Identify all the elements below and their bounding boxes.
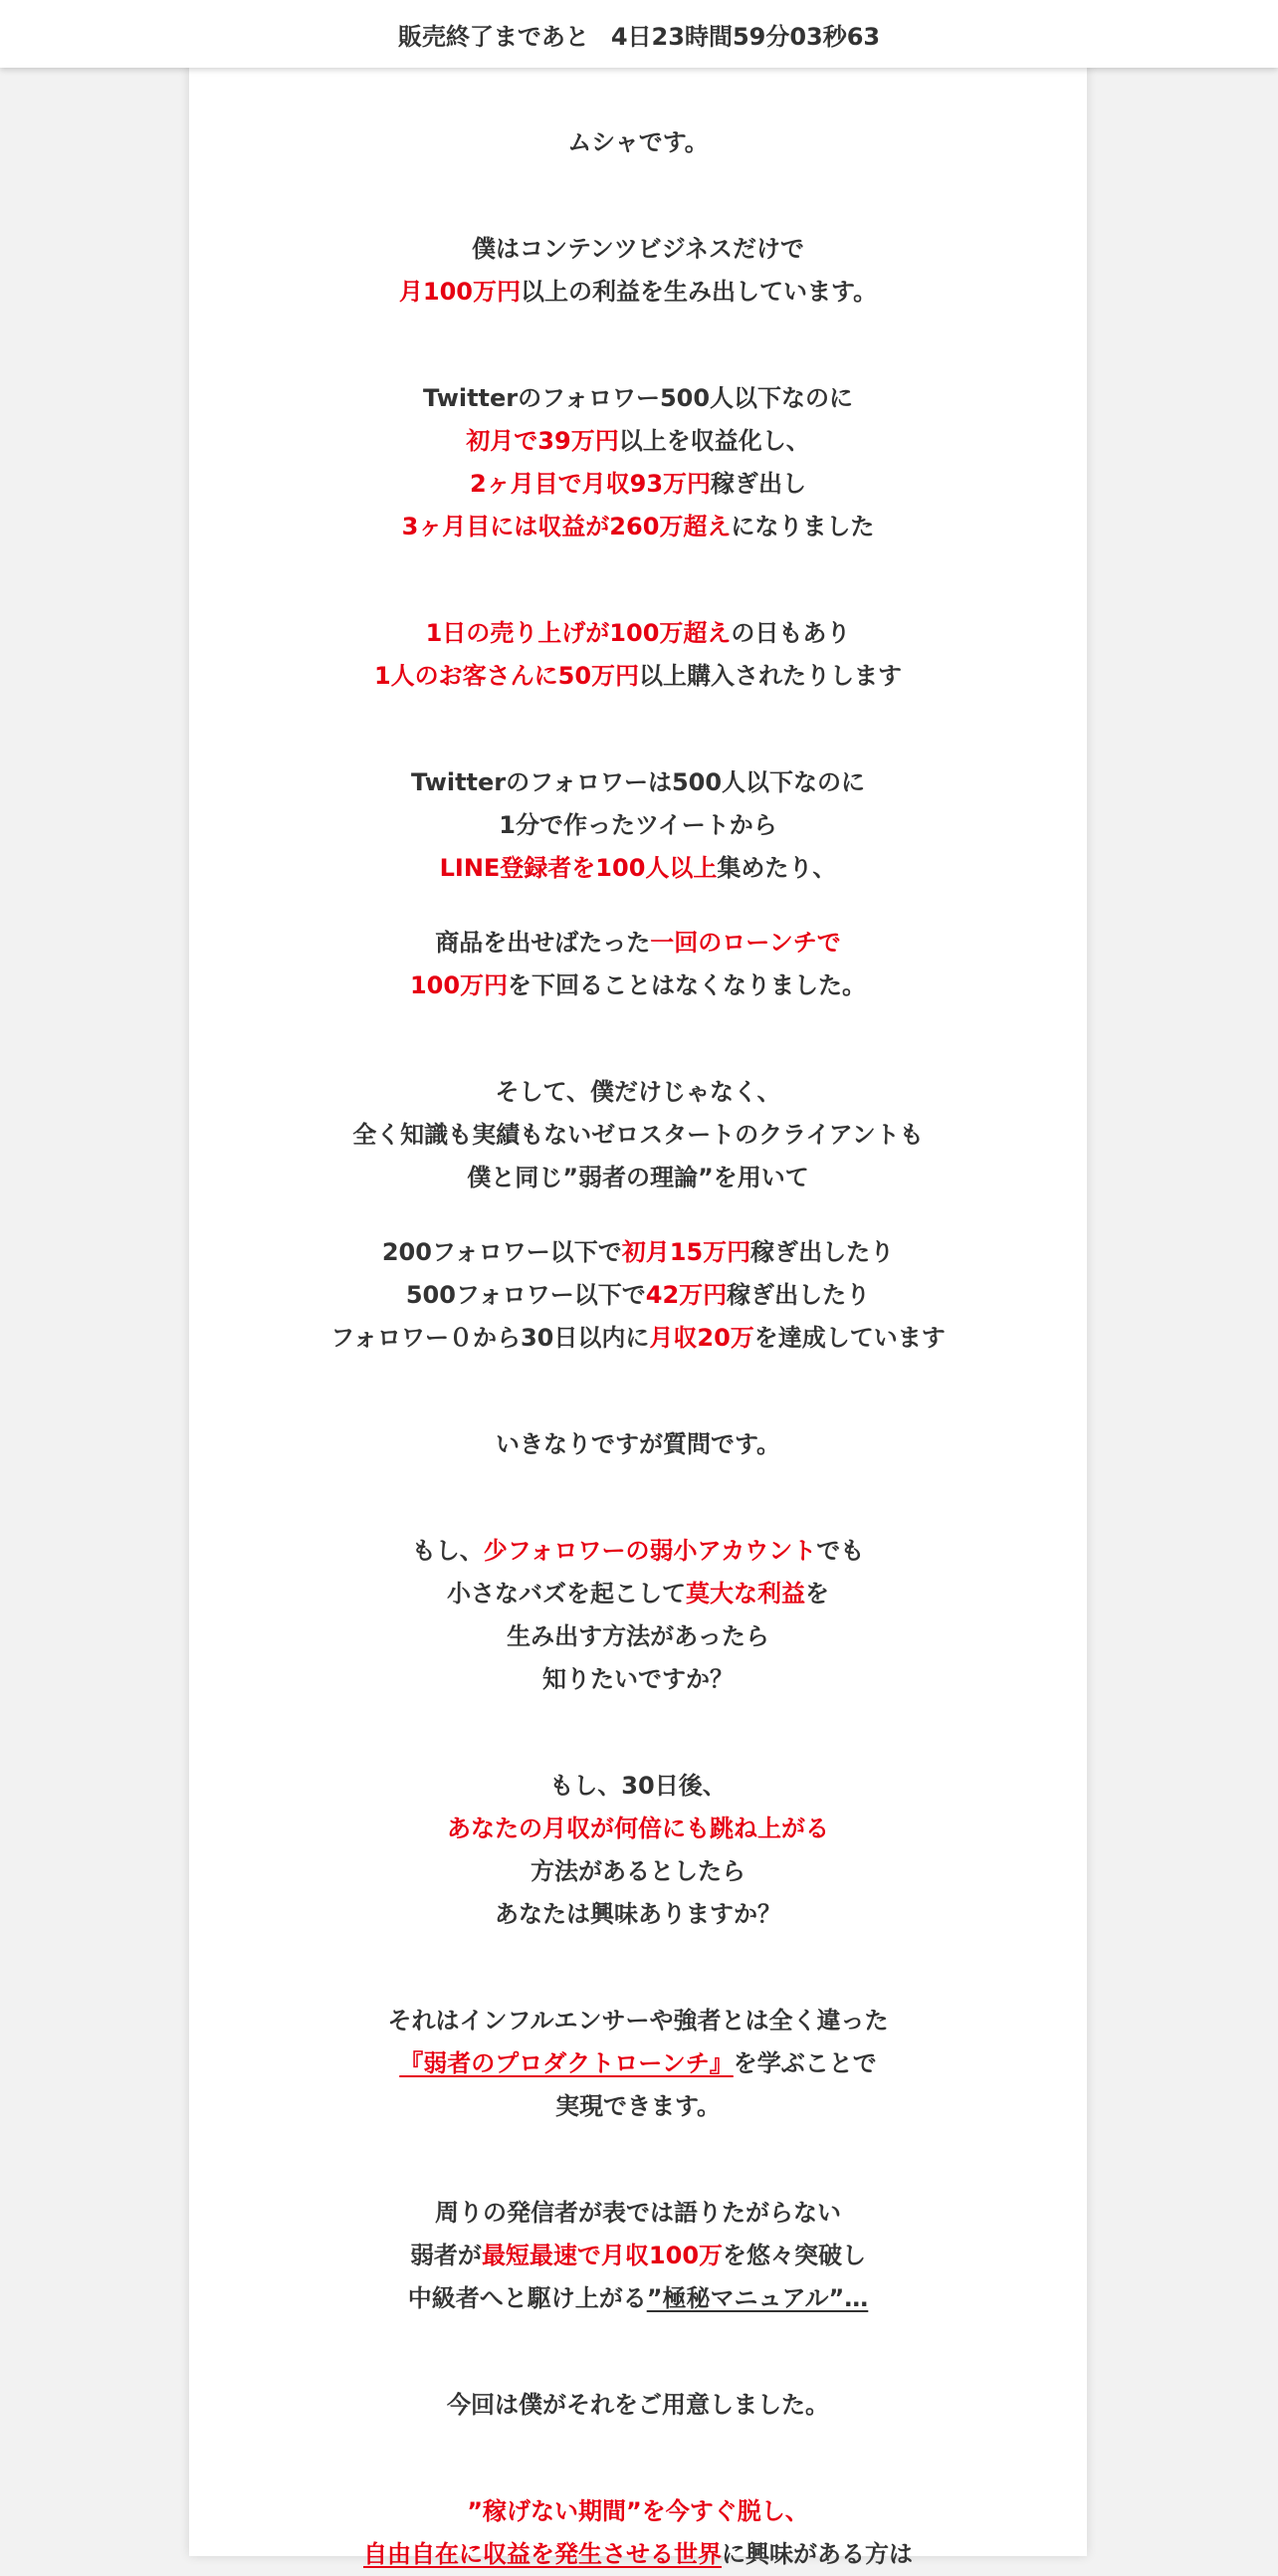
text-line: 周りの発信者が表では語りたがらない [435, 2199, 841, 2227]
text-line: 『弱者のプロダクトローンチ』を学ぶことで [399, 2049, 877, 2077]
highlight-text: あなたの月収が何倍にも跳ね上がる [447, 1815, 829, 1842]
text-line: Twitterのフォロワーは500人以下なのに [410, 768, 866, 796]
highlight-text: 月100万円 [398, 278, 521, 306]
highlight-text: 1人のお客さんに50万円 [373, 662, 640, 690]
highlight-text: 月収20万 [649, 1324, 754, 1352]
sales-letter-card [189, 0, 1087, 2568]
text-line [189, 2490, 1087, 2533]
highlight-text: 初月で39万円 [466, 427, 619, 455]
highlight-text: 100万円 [409, 971, 509, 999]
text-line: 商品を出せばたった一回のローンチで [435, 929, 841, 957]
highlight-text: 最短最速で月収100万 [481, 2242, 724, 2269]
underlined-text: ”極秘マニュアル”… [646, 2284, 869, 2312]
text-line: そして、僕だけじゃなく、 [495, 1078, 781, 1106]
text-line: 200フォロワー以下で初月15万円稼ぎ出したり [381, 1238, 895, 1266]
highlight-text: LINE登録者を100人以上 [439, 854, 718, 882]
text-line: 知りたいですか？ [542, 1665, 734, 1693]
highlight-text: 『弱者のプロダクトローンチ』 [399, 2049, 734, 2077]
text-line: 今回は僕がそれをご用意しました。 [447, 2391, 829, 2419]
text-line: それはインフルエンサーや強者とは全く違った [387, 2007, 889, 2035]
intro-line: ムシャです。 [567, 128, 709, 156]
text-line: フォロワー０から30日以内に月収20万を達成しています [330, 1324, 946, 1352]
text-line: いきなりですが質問です。 [495, 1430, 781, 1458]
highlight-text: 42万円 [645, 1281, 728, 1309]
text-line: 500フォロワー以下で42万円稼ぎ出したり [405, 1281, 871, 1309]
text-line: Twitterのフォロワー500人以下なのに [422, 384, 854, 412]
highlight-text: ”稼げない期間”を今すぐ脱し、 [467, 2497, 809, 2525]
text-line: 1分で作ったツイートから [499, 811, 777, 839]
countdown-label: 販売終了まであと [397, 22, 589, 51]
text-line: 月100万円以上の利益を生み出しています。 [398, 278, 878, 306]
text-line: 3ヶ月目には収益が260万超えになりました [401, 513, 875, 540]
text-line: もし、30日後、 [549, 1772, 727, 1800]
text-line: 初月で39万円以上を収益化し、 [466, 427, 810, 455]
text-line: 自由自在に収益を発生させる世界に興味がある方は [363, 2540, 913, 2568]
highlight-text: 自由自在に収益を発生させる世界 [363, 2540, 722, 2568]
highlight-text: 一回のローンチで [650, 929, 841, 957]
text-line: 僕はコンテンツビジネスだけで [471, 235, 805, 263]
highlight-text: 初月15万円 [621, 1238, 751, 1266]
highlight-text: 3ヶ月目には収益が260万超え [401, 513, 732, 540]
highlight-text: 莫大な利益 [686, 1580, 805, 1608]
highlight-text: 2ヶ月目で月収93万円 [469, 470, 712, 498]
text-line: あなたは興味ありますか？ [495, 1900, 781, 1928]
highlight-text: 1日の売り上げが100万超え [425, 619, 732, 647]
countdown-banner [0, 0, 1278, 68]
text-line: 方法があるとしたら [531, 1857, 746, 1885]
text-line: 小さなバズを起こして莫大な利益を [447, 1580, 829, 1608]
text-line: 全く知識も実績もないゼロスタートのクライアントも [352, 1121, 924, 1149]
highlight-text: 少フォロワーの弱小アカウント [483, 1537, 817, 1565]
text-line: 1日の売り上げが100万超えの日もあり [425, 619, 851, 647]
text-line: もし、少フォロワーの弱小アカウントでも [411, 1537, 865, 1565]
text-line: 弱者が最短最速で月収100万を悠々突破し [409, 2242, 867, 2269]
text-line: 実現できます。 [554, 2092, 722, 2120]
text-line: 1人のお客さんに50万円以上購入されたりします [373, 662, 903, 690]
text-line [189, 1808, 1087, 1850]
text-line: LINE登録者を100人以上集めたり、 [439, 854, 837, 882]
sales-letter-content [189, 121, 1087, 2576]
text-line: 100万円を下回ることはなくなりました。 [409, 971, 867, 999]
text-line: 2ヶ月目で月収93万円稼ぎ出し [469, 470, 807, 498]
text-line: 中級者へと駆け上がる”極秘マニュアル”… [407, 2284, 869, 2312]
countdown-timer: 4日23時間59分03秒63 [610, 22, 881, 51]
text-line: 生み出す方法があったら [507, 1622, 769, 1650]
text-line: 僕と同じ”弱者の理論”を用いて [467, 1164, 809, 1191]
